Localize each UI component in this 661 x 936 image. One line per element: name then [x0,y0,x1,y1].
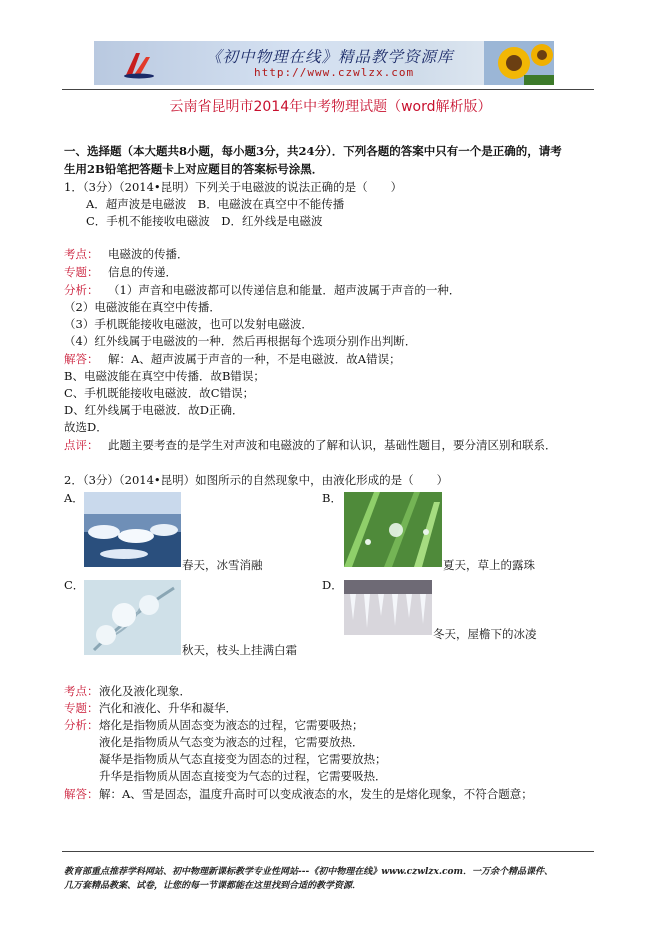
q1-options-row2: C．手机不能接收电磁波 D．红外线是电磁波 [86,214,323,228]
q1-options-row1: A．超声波是电磁波 B．电磁波在真空中不能传播 [86,197,345,211]
q1-jieda-label: 解答： [64,352,99,366]
q1-zhuanti: 信息的传递． [108,265,177,279]
q1-dianping-label: 点评： [64,438,99,452]
q1-jieda-1: 解：A、超声波属于声音的一种，不是电磁波．故A错误； [108,352,401,366]
q2-fenxi-1: 熔化是指物质从固态变为液态的过程，它需要吸热； [99,718,364,732]
q2-option-b-caption: 夏天，草上的露珠 [443,558,535,572]
q2-option-d-caption: 冬天，屋檐下的冰凌 [433,627,537,641]
q2-zhuanti-label: 专题： [64,701,99,715]
q1-fenxi-3: （3）手机既能接收电磁波，也可以发射电磁波． [64,317,313,331]
q1-zhuanti-label: 专题： [64,265,99,279]
q1-fenxi-2: （2）电磁波能在真空中传播． [64,300,221,314]
page-title: 云南省昆明市2014年中考物理试题（word解析版） [169,99,492,115]
q2-option-b-letter: B． [322,491,342,505]
q1-fenxi-4: （4）红外线属于电磁波的一种．然后再根据每个选项分别作出判断． [64,334,417,348]
q2-option-d-letter: D． [322,578,343,592]
footer-line2: 几万套精品教案、试卷，让您的每一节课都能在这里找到合适的教学资源． [64,881,362,891]
q2-fenxi-label: 分析： [64,718,99,732]
q1-jieda-3: C、手机既能接收电磁波．故C错误； [64,386,255,400]
q2-fenxi-3: 凝华是指物质从气态直接变为固态的过程，它需要放热； [99,752,387,766]
q2-kaodian: 液化及液化现象． [99,684,191,698]
sunflower-icon [484,41,554,85]
dew-drops-image [344,492,442,567]
q2-option-a-caption: 春天，冰雪消融 [182,558,263,572]
frost-branches-image [84,580,181,655]
q2-kaodian-label: 考点： [64,684,99,698]
q1-kaodian: 电磁波的传播． [108,247,189,261]
q2-option-c-caption: 秋天，枝头上挂满白霜 [182,643,297,657]
q1-dianping: 此题主要考查的是学生对声波和电磁波的了解和认识，基础性题目，要分清区别和联系． [108,438,557,452]
q2-option-a-letter: A． [64,491,84,505]
q1-fenxi-label: 分析： [64,283,99,297]
q2-fenxi-4: 升华是指物质从固态直接变为气态的过程，它需要吸热． [99,769,387,783]
q1-jieda-5: 故选D． [64,420,108,434]
q2-fenxi-2: 液化是指物质从气态变为液态的过程，它需要放热． [99,735,364,749]
q1-jieda-2: B、电磁波能在真空中传播．故B错误； [64,369,265,383]
q2-jieda-1: 解：A、雪是固态，温度升高时可以变成液态的水，发生的是熔化现象，不符合题意； [99,787,533,801]
q2-option-c-letter: C． [64,578,85,592]
footer-divider [62,851,594,852]
banner-url[interactable]: http://www.czwlzx.com [254,66,415,79]
q1-fenxi-1: （1）声音和电磁波都可以传递信息和能量．超声波属于声音的一种． [108,283,461,297]
section-heading-line1: 一、选择题（本大题共8小题，每小题3分，共24分）．下列各题的答案中只有一个是正确的，请考 [64,144,562,158]
q1-stem: 1．（3分）（2014•昆明）下列关于电磁波的说法正确的是（ ） [64,180,403,194]
site-logo-icon [122,49,156,79]
q1-kaodian-label: 考点： [64,247,99,261]
q2-jieda-label: 解答： [64,787,99,801]
header-divider [62,89,594,90]
section-heading-line2: 生用2B铅笔把答题卡上对应题目的答案标号涂黑． [64,162,324,176]
q1-jieda-4: D、红外线属于电磁波．故D正确． [64,403,244,417]
snow-melting-image [84,492,181,567]
banner-title: 《初中物理在线》精品教学资源库 [206,48,454,66]
q2-stem: 2．（3分）（2014•昆明）如图所示的自然现象中，由液化形成的是（ ） [64,473,449,487]
footer-line1: 教育部重点推荐学科网站、初中物理新课标教学专业性网站---《初中物理在线》www.czwlzx.com．一万余个精品课件、 [64,867,554,877]
q2-zhuanti: 汽化和液化、升华和凝华． [99,701,237,715]
icicles-image [344,580,432,635]
header-banner [94,41,554,85]
